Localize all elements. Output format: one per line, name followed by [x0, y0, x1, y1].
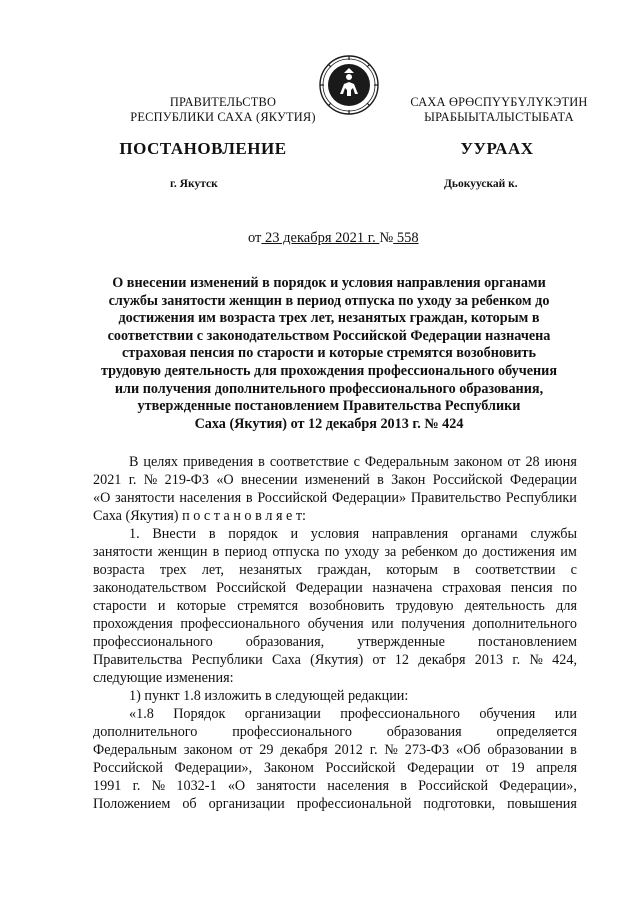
body-word: возобновить	[309, 598, 385, 614]
body-word: и	[157, 598, 166, 614]
heading-line: или получения дополнительного профессионального образования,	[114, 380, 544, 397]
body-word: получения	[401, 616, 466, 632]
body-word: постановлением	[477, 634, 577, 650]
body-word: 28	[525, 454, 540, 470]
body-word: соответствие	[269, 454, 349, 470]
body-word: им	[560, 544, 577, 560]
document-body	[93, 453, 577, 813]
body-word: «О	[227, 778, 246, 794]
body-line	[93, 723, 577, 741]
body-word: незанятых	[239, 562, 303, 578]
header-left-line-2: РЕСПУБЛИКИ САХА (ЯКУТИЯ)	[130, 110, 316, 124]
body-word: стремятся	[237, 598, 298, 614]
body-word: лет,	[201, 562, 224, 578]
body-line	[93, 795, 577, 813]
date-value: 23 декабря 2021 г.	[261, 230, 380, 246]
heading-line: трудовую деятельность для прохождения профессионального обучения	[100, 362, 558, 379]
body-word: (Якутия)	[310, 652, 364, 668]
heading-line: утвержденные постановлением Правительства Республики	[137, 398, 521, 415]
body-word: г.	[128, 472, 137, 488]
body-word: профессионального	[93, 634, 213, 650]
body-word: которым	[386, 562, 439, 578]
body-word: Российской	[93, 760, 163, 776]
body-word: №	[384, 742, 398, 758]
heading-line: службы занятости женщин в период отпуска по уходу за ребенком до	[108, 292, 550, 309]
body-word: в	[570, 742, 577, 758]
body-word: Федерации»,	[499, 778, 577, 794]
body-word: Правительство	[410, 490, 501, 506]
body-word: или	[554, 706, 577, 722]
body-word: декабря	[280, 742, 328, 758]
body-word: ребенком	[401, 544, 458, 560]
body-line	[93, 579, 577, 597]
body-word: Порядок	[173, 706, 226, 722]
body-word: в	[208, 526, 216, 542]
body-word: и	[290, 526, 299, 542]
body-word: старости	[93, 598, 147, 614]
body-line	[93, 453, 577, 471]
body-word: Саха	[271, 652, 301, 668]
body-word: страховая	[442, 580, 502, 596]
body-word: до	[463, 544, 478, 560]
body-word: законом	[183, 742, 233, 758]
body-word: Российской	[216, 580, 287, 596]
document-heading	[88, 275, 570, 433]
body-word: подготовки,	[423, 796, 496, 812]
body-word: 273-ФЗ	[404, 742, 450, 758]
body-word: профессионального	[340, 706, 460, 722]
body-word: Законом	[263, 760, 314, 776]
body-word: Российской	[432, 472, 503, 488]
body-word: направления	[371, 526, 449, 542]
body-word: занятости	[93, 544, 153, 560]
body-word: 1.	[129, 526, 140, 542]
date-prefix: от	[248, 230, 262, 246]
body-word: 19	[510, 760, 525, 776]
body-word: дополнительного	[93, 724, 198, 740]
city-ru: г. Якутск	[170, 178, 218, 190]
body-word: прохождения	[93, 616, 173, 632]
body-word: следующие изменения:	[93, 670, 234, 686]
body-line	[93, 525, 577, 543]
heading-line: достижения им возраста трех лет, незанятых граждан, которым в	[118, 310, 540, 327]
body-word: по	[562, 580, 577, 596]
body-word: достижения	[482, 544, 556, 560]
body-line	[93, 507, 577, 525]
body-line	[93, 687, 577, 705]
body-word: Федерации	[407, 760, 475, 776]
body-word: 1) пункт 1.8 изложить в следующей редакции:	[129, 688, 409, 704]
body-word: об	[182, 796, 197, 812]
body-word: период	[224, 544, 268, 560]
doc-type-title-ru: ПОСТАНОВЛЕНИЕ	[119, 139, 287, 158]
body-word: от	[372, 652, 386, 668]
body-word: июня	[544, 454, 577, 470]
body-word: декабря	[418, 652, 466, 668]
body-word: пенсия	[510, 580, 553, 596]
body-word: 12	[394, 652, 409, 668]
body-word: 1032-1	[176, 778, 217, 794]
body-word: обучения	[307, 616, 364, 632]
body-word: Федерации	[509, 472, 577, 488]
number-label: №	[379, 230, 394, 246]
body-word: утвержденные	[357, 634, 445, 650]
body-word: назначена	[372, 580, 433, 596]
body-word: В	[129, 454, 139, 470]
body-word: за	[384, 544, 397, 560]
body-word: в	[245, 490, 253, 506]
body-word: повышения	[507, 796, 577, 812]
body-word: изменений	[304, 472, 370, 488]
body-word: определяется	[496, 724, 577, 740]
body-word: 2021	[93, 472, 122, 488]
body-word: г.	[132, 778, 141, 794]
body-line	[93, 759, 577, 777]
body-word: организации	[244, 706, 321, 722]
body-word: Республики	[191, 652, 263, 668]
body-word: Федерации»,	[174, 760, 253, 776]
body-word: 424,	[552, 652, 577, 668]
doc-number: 558	[393, 230, 419, 246]
body-word: трудовую	[395, 598, 454, 614]
body-word: образования	[386, 724, 462, 740]
body-word: Правительства	[93, 652, 183, 668]
body-line	[93, 633, 577, 651]
body-word: внесении	[241, 472, 298, 488]
body-word: населения	[179, 490, 242, 506]
body-word: трех	[159, 562, 187, 578]
body-word: №	[143, 472, 158, 488]
heading-line: страховая пенсия по старости и которые стремятся возобновить	[122, 345, 536, 362]
body-word: уходу	[344, 544, 380, 560]
header-left-org	[118, 95, 328, 125]
body-word: приведения	[182, 454, 254, 470]
body-word: Республики	[505, 490, 577, 506]
body-word: профессионального	[180, 616, 301, 632]
heading-line: Саха (Якутия) от 12 декабря 2013 г. № 424	[194, 415, 464, 432]
body-word: законом	[453, 454, 503, 470]
body-word: дополнительного	[472, 616, 577, 632]
body-line	[93, 741, 577, 759]
body-word: отпуска	[272, 544, 320, 560]
body-word: занятости	[256, 778, 316, 794]
body-word: граждан,	[317, 562, 371, 578]
body-line	[93, 777, 577, 795]
body-word: Закон	[391, 472, 426, 488]
body-word: деятельность	[464, 598, 545, 614]
body-line	[93, 489, 577, 507]
body-word: службы	[530, 526, 577, 542]
body-word: Положением	[93, 796, 171, 812]
body-word: в	[377, 472, 384, 488]
body-word: для	[556, 598, 577, 614]
body-word: профессиональной	[296, 796, 412, 812]
body-word: в	[258, 454, 265, 470]
heading-line: О внесении изменений в порядок и условия направления органами	[112, 275, 546, 291]
body-line	[93, 471, 577, 489]
body-word: Федеральным	[364, 454, 449, 470]
body-word: г.	[512, 652, 521, 668]
body-line	[93, 615, 577, 633]
body-word: апреля	[536, 760, 577, 776]
body-word: с	[570, 562, 577, 578]
body-word: по	[324, 544, 340, 560]
body-word: которые	[176, 598, 226, 614]
body-word: Саха (Якутия) п о с т а н о в л я е т:	[93, 508, 306, 524]
body-word: Федерации	[295, 580, 363, 596]
body-word: от	[485, 760, 499, 776]
body-word: в	[400, 778, 407, 794]
body-line	[93, 561, 577, 579]
body-word: с	[353, 454, 360, 470]
body-word: органами	[460, 526, 518, 542]
body-word: 2013	[474, 652, 504, 668]
body-word: №	[529, 652, 543, 668]
body-word: занятости	[115, 490, 175, 506]
body-word: населения	[327, 778, 389, 794]
header-right-line-1: САХА ӨРӨСПҮҮБҮЛҮКЭТИН	[410, 95, 588, 109]
body-word: 29	[259, 742, 274, 758]
body-word: Российской	[418, 778, 489, 794]
body-word: женщин	[157, 544, 208, 560]
body-word: Российской	[257, 490, 328, 506]
body-word: в	[212, 544, 220, 560]
body-word: Внести	[152, 526, 197, 542]
body-word: Российской	[325, 760, 396, 776]
body-word: условия	[310, 526, 360, 542]
body-word: образования,	[245, 634, 325, 650]
body-word: профессионального	[232, 724, 352, 740]
heading-line: соответствии с законодательством Российской Федерации назначена	[107, 327, 551, 344]
body-line	[93, 669, 577, 687]
date-number-line	[248, 230, 419, 247]
body-line	[93, 597, 577, 615]
body-word: «О	[216, 472, 234, 488]
body-word: или	[371, 616, 394, 632]
body-line	[93, 651, 577, 669]
body-word: порядок	[228, 526, 278, 542]
body-word: «Об	[455, 742, 481, 758]
body-word: от	[507, 454, 521, 470]
body-word: 2012	[334, 742, 363, 758]
body-word: Федеральным	[93, 742, 178, 758]
body-word: целях	[143, 454, 179, 470]
body-word: Федерации»	[331, 490, 407, 506]
body-word: в	[453, 562, 460, 578]
header-right-org	[384, 95, 614, 125]
body-word: №	[151, 778, 166, 794]
body-word: обучения	[479, 706, 536, 722]
city-sah: Дьокуускай к.	[444, 178, 518, 190]
body-word: соответствии	[475, 562, 556, 578]
body-word: «1.8	[129, 706, 154, 722]
body-word: «О	[93, 490, 111, 506]
header-left-line-1: ПРАВИТЕЛЬСТВО	[169, 95, 277, 109]
body-line	[93, 543, 577, 561]
doc-type-title-sah: УУРААХ	[460, 139, 534, 158]
body-word: организации	[208, 796, 285, 812]
body-line	[93, 705, 577, 723]
body-word: образовании	[487, 742, 564, 758]
body-word: г.	[369, 742, 378, 758]
body-word: от	[239, 742, 253, 758]
body-word: возраста	[93, 562, 145, 578]
header-right-line-2: ЫРАБЫЫТАЛЫСТЫБАТА	[424, 110, 574, 124]
body-word: законодательством	[93, 580, 207, 596]
body-word: 219-ФЗ	[164, 472, 209, 488]
body-word: 1991	[93, 778, 122, 794]
